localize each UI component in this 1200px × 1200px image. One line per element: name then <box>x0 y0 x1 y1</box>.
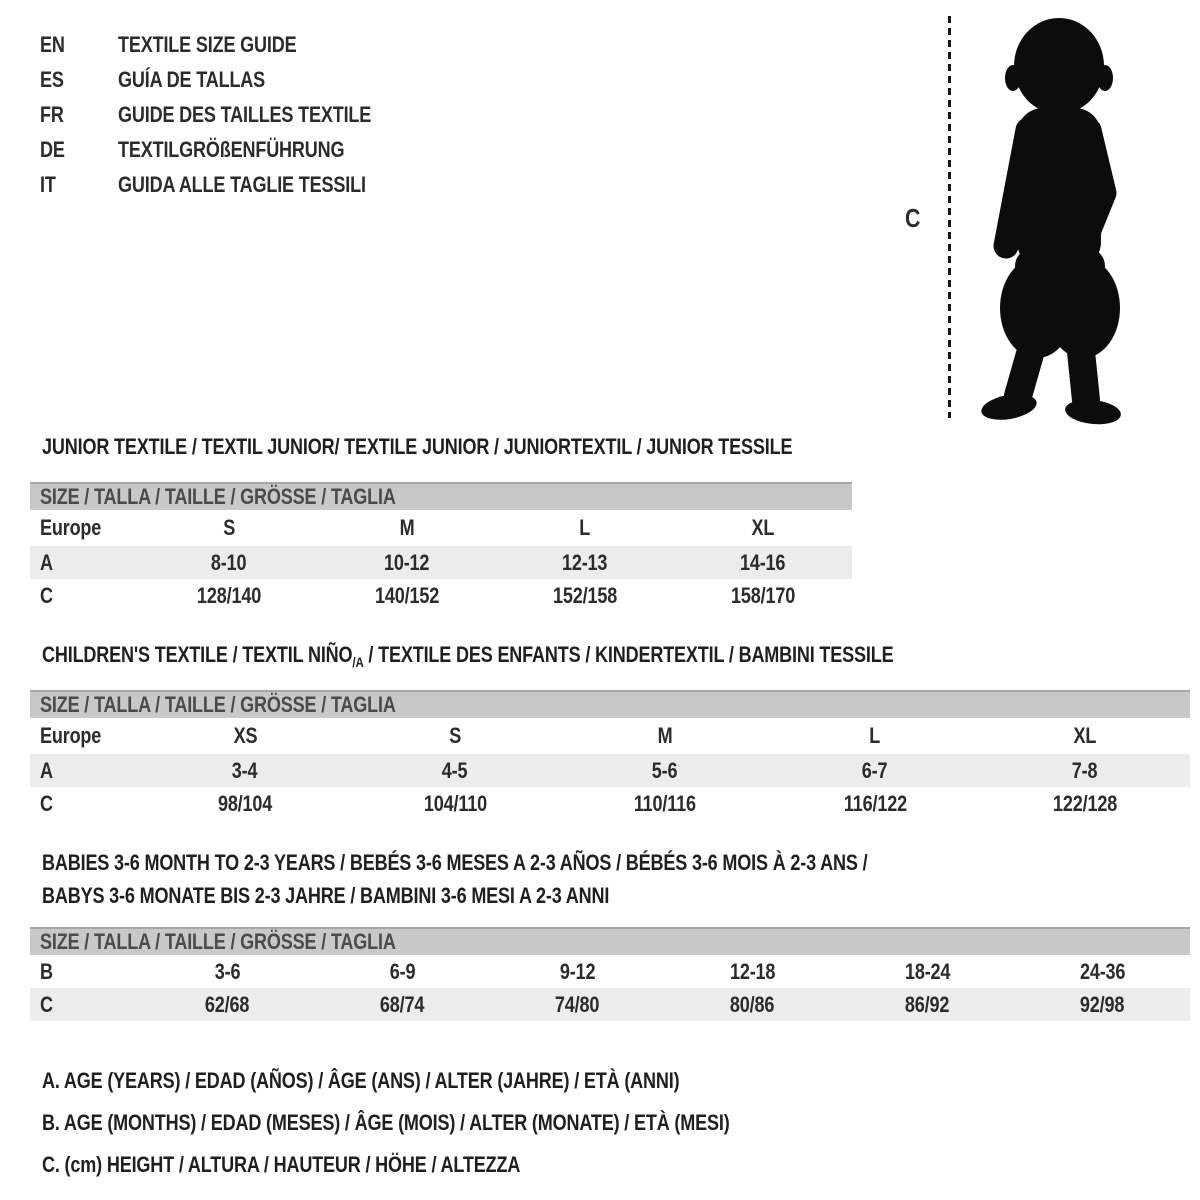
size-cell: L <box>579 515 591 540</box>
babies-size-table <box>30 927 1190 1021</box>
height-cell: 122/128 <box>1052 790 1118 816</box>
height-cell: 62/68 <box>205 991 250 1017</box>
height-cell: 98/104 <box>217 790 273 816</box>
nino-a-subscript: /A <box>352 654 364 670</box>
age-cell: 24-36 <box>1079 958 1126 984</box>
age-cell: 5-6 <box>652 757 678 783</box>
age-cell: 3-4 <box>232 757 258 783</box>
junior-size-table <box>30 482 852 612</box>
height-cell: 80/86 <box>730 991 775 1017</box>
language-code: IT <box>40 171 56 197</box>
age-cell: 6-7 <box>862 757 888 783</box>
size-cell: XL <box>1073 723 1097 748</box>
guide-title-translation: GUIDE DES TAILLES TEXTILE <box>118 101 372 127</box>
table-row-c <box>30 579 852 612</box>
toddler-silhouette <box>962 8 1147 426</box>
table-row-c <box>30 787 1190 820</box>
table-row-b <box>30 955 1190 988</box>
junior-section-heading: JUNIOR TEXTILE / TEXTIL JUNIOR/ TEXTILE JUNIOR / JUNIORTEXTIL / JUNIOR TESSILE <box>42 434 793 459</box>
height-cell: 86/92 <box>905 991 950 1017</box>
language-code: FR <box>40 101 64 127</box>
size-cell: M <box>657 723 673 748</box>
size-header-bar <box>30 927 1190 955</box>
language-code: DE <box>40 136 65 162</box>
row-label: B <box>40 958 53 984</box>
language-row <box>40 62 427 97</box>
height-measure-label: C <box>905 203 921 233</box>
guide-title-translation: GUIDA ALLE TAGLIE TESSILI <box>118 171 366 197</box>
table-row-a <box>30 754 1190 787</box>
size-header-label: SIZE / TALLA / TAILLE / GRÖSSE / TAGLIA <box>40 484 396 509</box>
height-cell: 158/170 <box>730 582 796 608</box>
guide-title-translation: TEXTILGRÖßENFÜHRUNG <box>118 136 345 162</box>
age-cell: 12-13 <box>562 549 608 575</box>
language-code: EN <box>40 31 65 57</box>
size-header-label: SIZE / TALLA / TAILLE / GRÖSSE / TAGLIA <box>40 692 396 717</box>
language-row <box>40 97 427 132</box>
size-cell: S <box>223 515 235 540</box>
height-cell: 92/98 <box>1080 991 1125 1017</box>
age-cell: 14-16 <box>740 549 786 575</box>
size-cell: XL <box>751 515 775 540</box>
row-label: Europe <box>40 515 102 540</box>
table-row-c <box>30 988 1190 1021</box>
size-cell: XS <box>233 723 257 748</box>
size-header-label: SIZE / TALLA / TAILLE / GRÖSSE / TAGLIA <box>40 929 396 954</box>
guide-title-translation: GUÍA DE TALLAS <box>118 66 266 92</box>
age-cell: 8-10 <box>211 549 247 575</box>
height-cell: 110/116 <box>633 790 697 816</box>
age-cell: 10-12 <box>384 549 430 575</box>
height-cell: 152/158 <box>552 582 618 608</box>
row-label: C <box>40 582 53 608</box>
height-cell: 140/152 <box>374 582 440 608</box>
height-cell: 68/74 <box>380 991 425 1017</box>
row-label: Europe <box>40 723 102 748</box>
age-cell: 18-24 <box>904 958 951 984</box>
age-cell: 3-6 <box>214 958 241 984</box>
age-cell: 6-9 <box>389 958 416 984</box>
guide-title-translation: TEXTILE SIZE GUIDE <box>118 31 297 57</box>
age-cell: 9-12 <box>559 958 596 984</box>
babies-section-heading-line2: BABYS 3-6 MONATE BIS 2-3 JAHRE / BAMBINI 3-6 MESI A 2-3 ANNI <box>42 883 610 908</box>
legend-age-months: B. AGE (MONTHS) / EDAD (MESES) / ÂGE (MOIS) / ALTER (MONATE) / ETÀ (MESI) <box>42 1110 730 1135</box>
language-row <box>40 27 427 62</box>
size-header-bar <box>30 482 852 510</box>
row-label: C <box>40 790 53 816</box>
language-code: ES <box>40 66 64 92</box>
size-cell: M <box>399 515 415 540</box>
language-row <box>40 132 427 167</box>
legend-age-years: A. AGE (YEARS) / EDAD (AÑOS) / ÂGE (ANS) / ALTER (JAHRE) / ETÀ (ANNI) <box>42 1068 680 1093</box>
row-label: A <box>40 757 53 783</box>
row-label: A <box>40 549 53 575</box>
language-title-block <box>40 27 427 202</box>
height-cell: 104/110 <box>423 790 487 816</box>
age-cell: 7-8 <box>1072 757 1098 783</box>
table-row-europe <box>30 718 1190 754</box>
row-label: C <box>40 991 53 1017</box>
table-row-europe <box>30 510 852 546</box>
size-cell: L <box>869 723 881 748</box>
height-cell: 74/80 <box>555 991 600 1017</box>
children-size-table <box>30 690 1190 820</box>
language-row <box>40 167 427 202</box>
legend-height-cm: C. (cm) HEIGHT / ALTURA / HAUTEUR / HÖHE / ALTEZZA <box>42 1152 521 1177</box>
table-row-a <box>30 546 852 579</box>
height-measure-dashed-line <box>948 16 951 418</box>
size-header-bar <box>30 690 1190 718</box>
size-cell: S <box>449 723 461 748</box>
babies-section-heading-line1: BABIES 3-6 MONTH TO 2-3 YEARS / BEBÉS 3-6 MESES A 2-3 AÑOS / BÉBÉS 3-6 MOIS À 2-3 ANS / <box>42 850 868 875</box>
children-section-heading: CHILDREN'S TEXTILE / TEXTIL $NIÑO_{/A}$ / TEXTILE DES ENFANTS / KINDERTEXTIL / BAMBINI TESSILE <box>42 642 894 670</box>
age-cell: 12-18 <box>729 958 776 984</box>
age-cell: 4-5 <box>442 757 468 783</box>
height-cell: 128/140 <box>196 582 262 608</box>
height-cell: 116/122 <box>843 790 907 816</box>
